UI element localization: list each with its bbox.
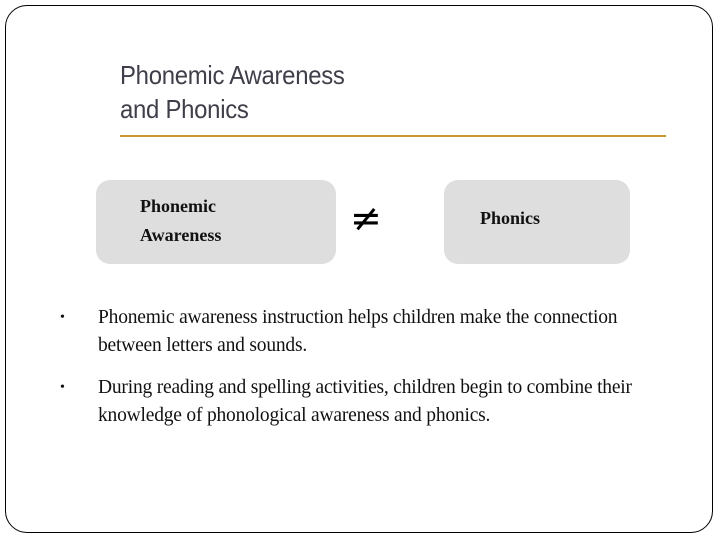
title-line-1: Phonemic Awareness [120,60,345,90]
bullet-text: Phonemic awareness instruction helps children make the connection between letters and sounds. [98,307,618,356]
title-underline [120,135,666,137]
bullet-text: During reading and spelling activities, children begin to combine their knowledge of phonological awareness and phonics. [98,377,632,426]
title-line-2: and Phonics [120,94,249,124]
bullet-icon: • [60,310,65,325]
not-equal-icon: ≠ [350,196,382,240]
box-label-line-1: Phonemic [140,196,216,216]
phonemic-awareness-box [96,180,336,264]
bullet-item [60,374,680,430]
bullet-list [60,304,680,444]
box-label: Phonics [480,208,541,228]
bullet-item [60,304,680,360]
bullet-icon: • [60,380,65,395]
box-label-line-2: Awareness [140,225,222,245]
slide-title [120,58,345,126]
box-label [140,192,221,250]
phonics-box [444,180,630,264]
slide-frame [5,5,713,533]
